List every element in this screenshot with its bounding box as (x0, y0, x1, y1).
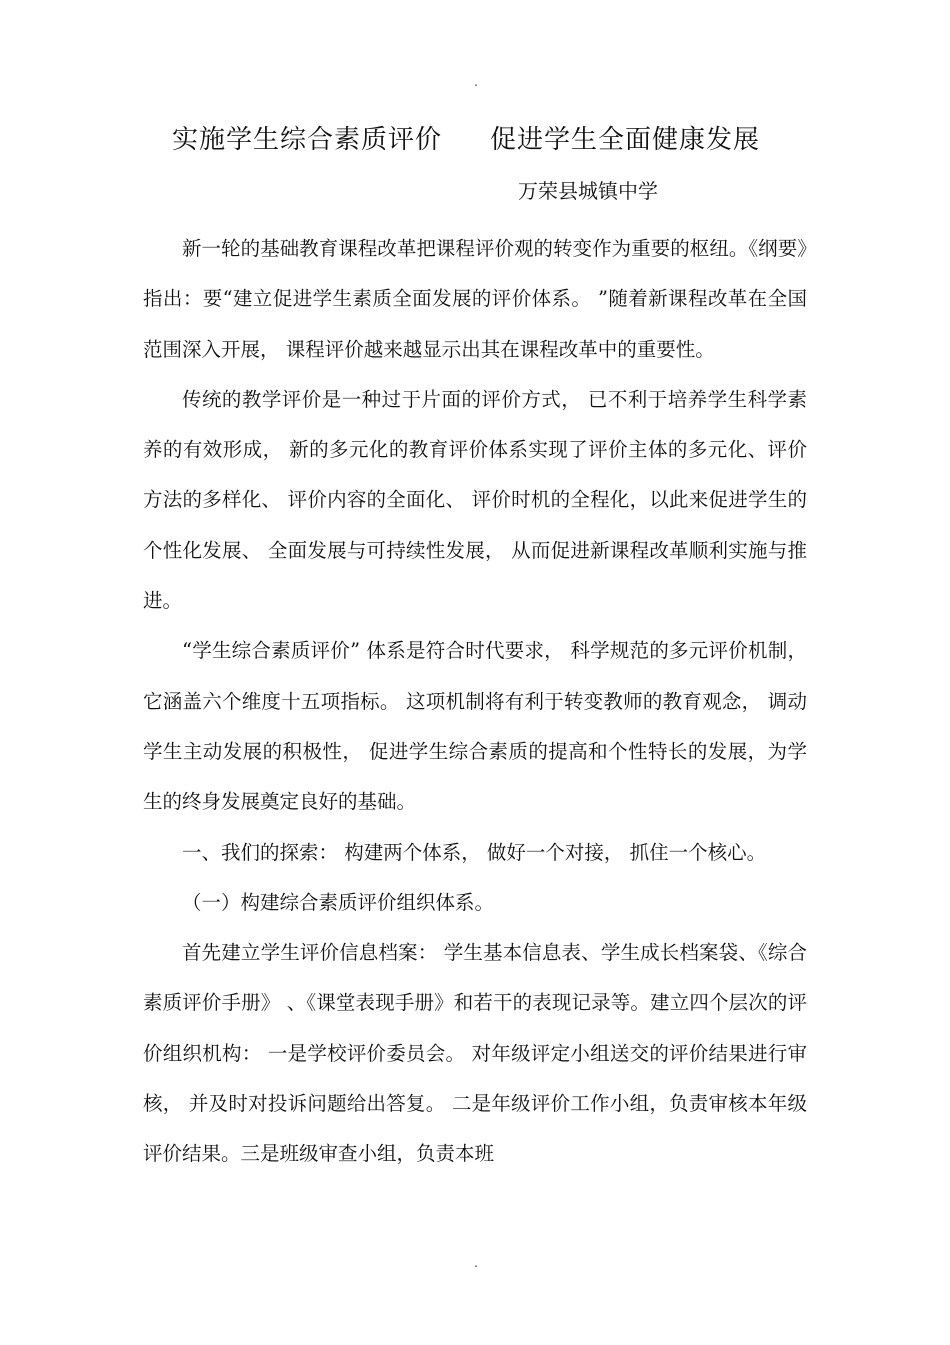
school-name: 万荣县城镇中学 (518, 179, 658, 203)
page-marker-top: . (474, 75, 478, 89)
section-heading: 一、我们的探索： 构建两个体系， 做好一个对接， 抓住一个核心。 (182, 840, 767, 864)
document-body (143, 224, 807, 1180)
paragraph: “学生综合素质评价” 体系是符合时代要求， 科学规范的多元评价机制， 它涵盖六个维度十五项指标。 这项机制将有利于转变教师的教育观念， 调动学生主动发展的积极性， 促进学生综合素质的提高和个性特长的发展，为学生的终身发展奠定良好的基础。 (143, 639, 807, 814)
paragraph: 新一轮的基础教育课程改革把课程评价观的转变作为重要的枢纽。《纲要》指出：要“建立促进学生素质全面发展的评价体系。 ”随着新课程改革在全国范围深入开展， 课程评价越来越显示出其在课程改革中的重要性。 (143, 237, 807, 361)
subsection-heading: （一）构建综合素质评价组织体系。 (182, 890, 495, 914)
page-marker-bottom: . (474, 1256, 478, 1270)
paragraph: 传统的教学评价是一种过于片面的评价方式， 已不利于培养学生科学素养的有效形成， 新的多元化的教育评价体系实现了评价主体的多元化、评价方法的多样化、 评价内容的全面化、 评价时机的全程化，以此来促进学生的个性化发展、 全面发展与可持续性发展， 从而促进新课程改革顺利实施与推进。 (143, 387, 807, 613)
title-part-1: 实施学生综合素质评价 (172, 125, 443, 155)
title-part-2: 促进学生全面健康发展 (490, 125, 761, 155)
paragraph: 首先建立学生评价信息档案： 学生基本信息表、学生成长档案袋、《综合素质评价手册》 、《课堂表现手册》和若干的表现记录等。建立四个层次的评价组织机构： 一是学校评价委员会。 对年级评定小组送交的评价结果进行审核， 并及时对投诉问题给出答复。 二是年级评价工作小组，负责审核本年级评价结果。三是班级审查小组，负责本班 (143, 941, 807, 1166)
